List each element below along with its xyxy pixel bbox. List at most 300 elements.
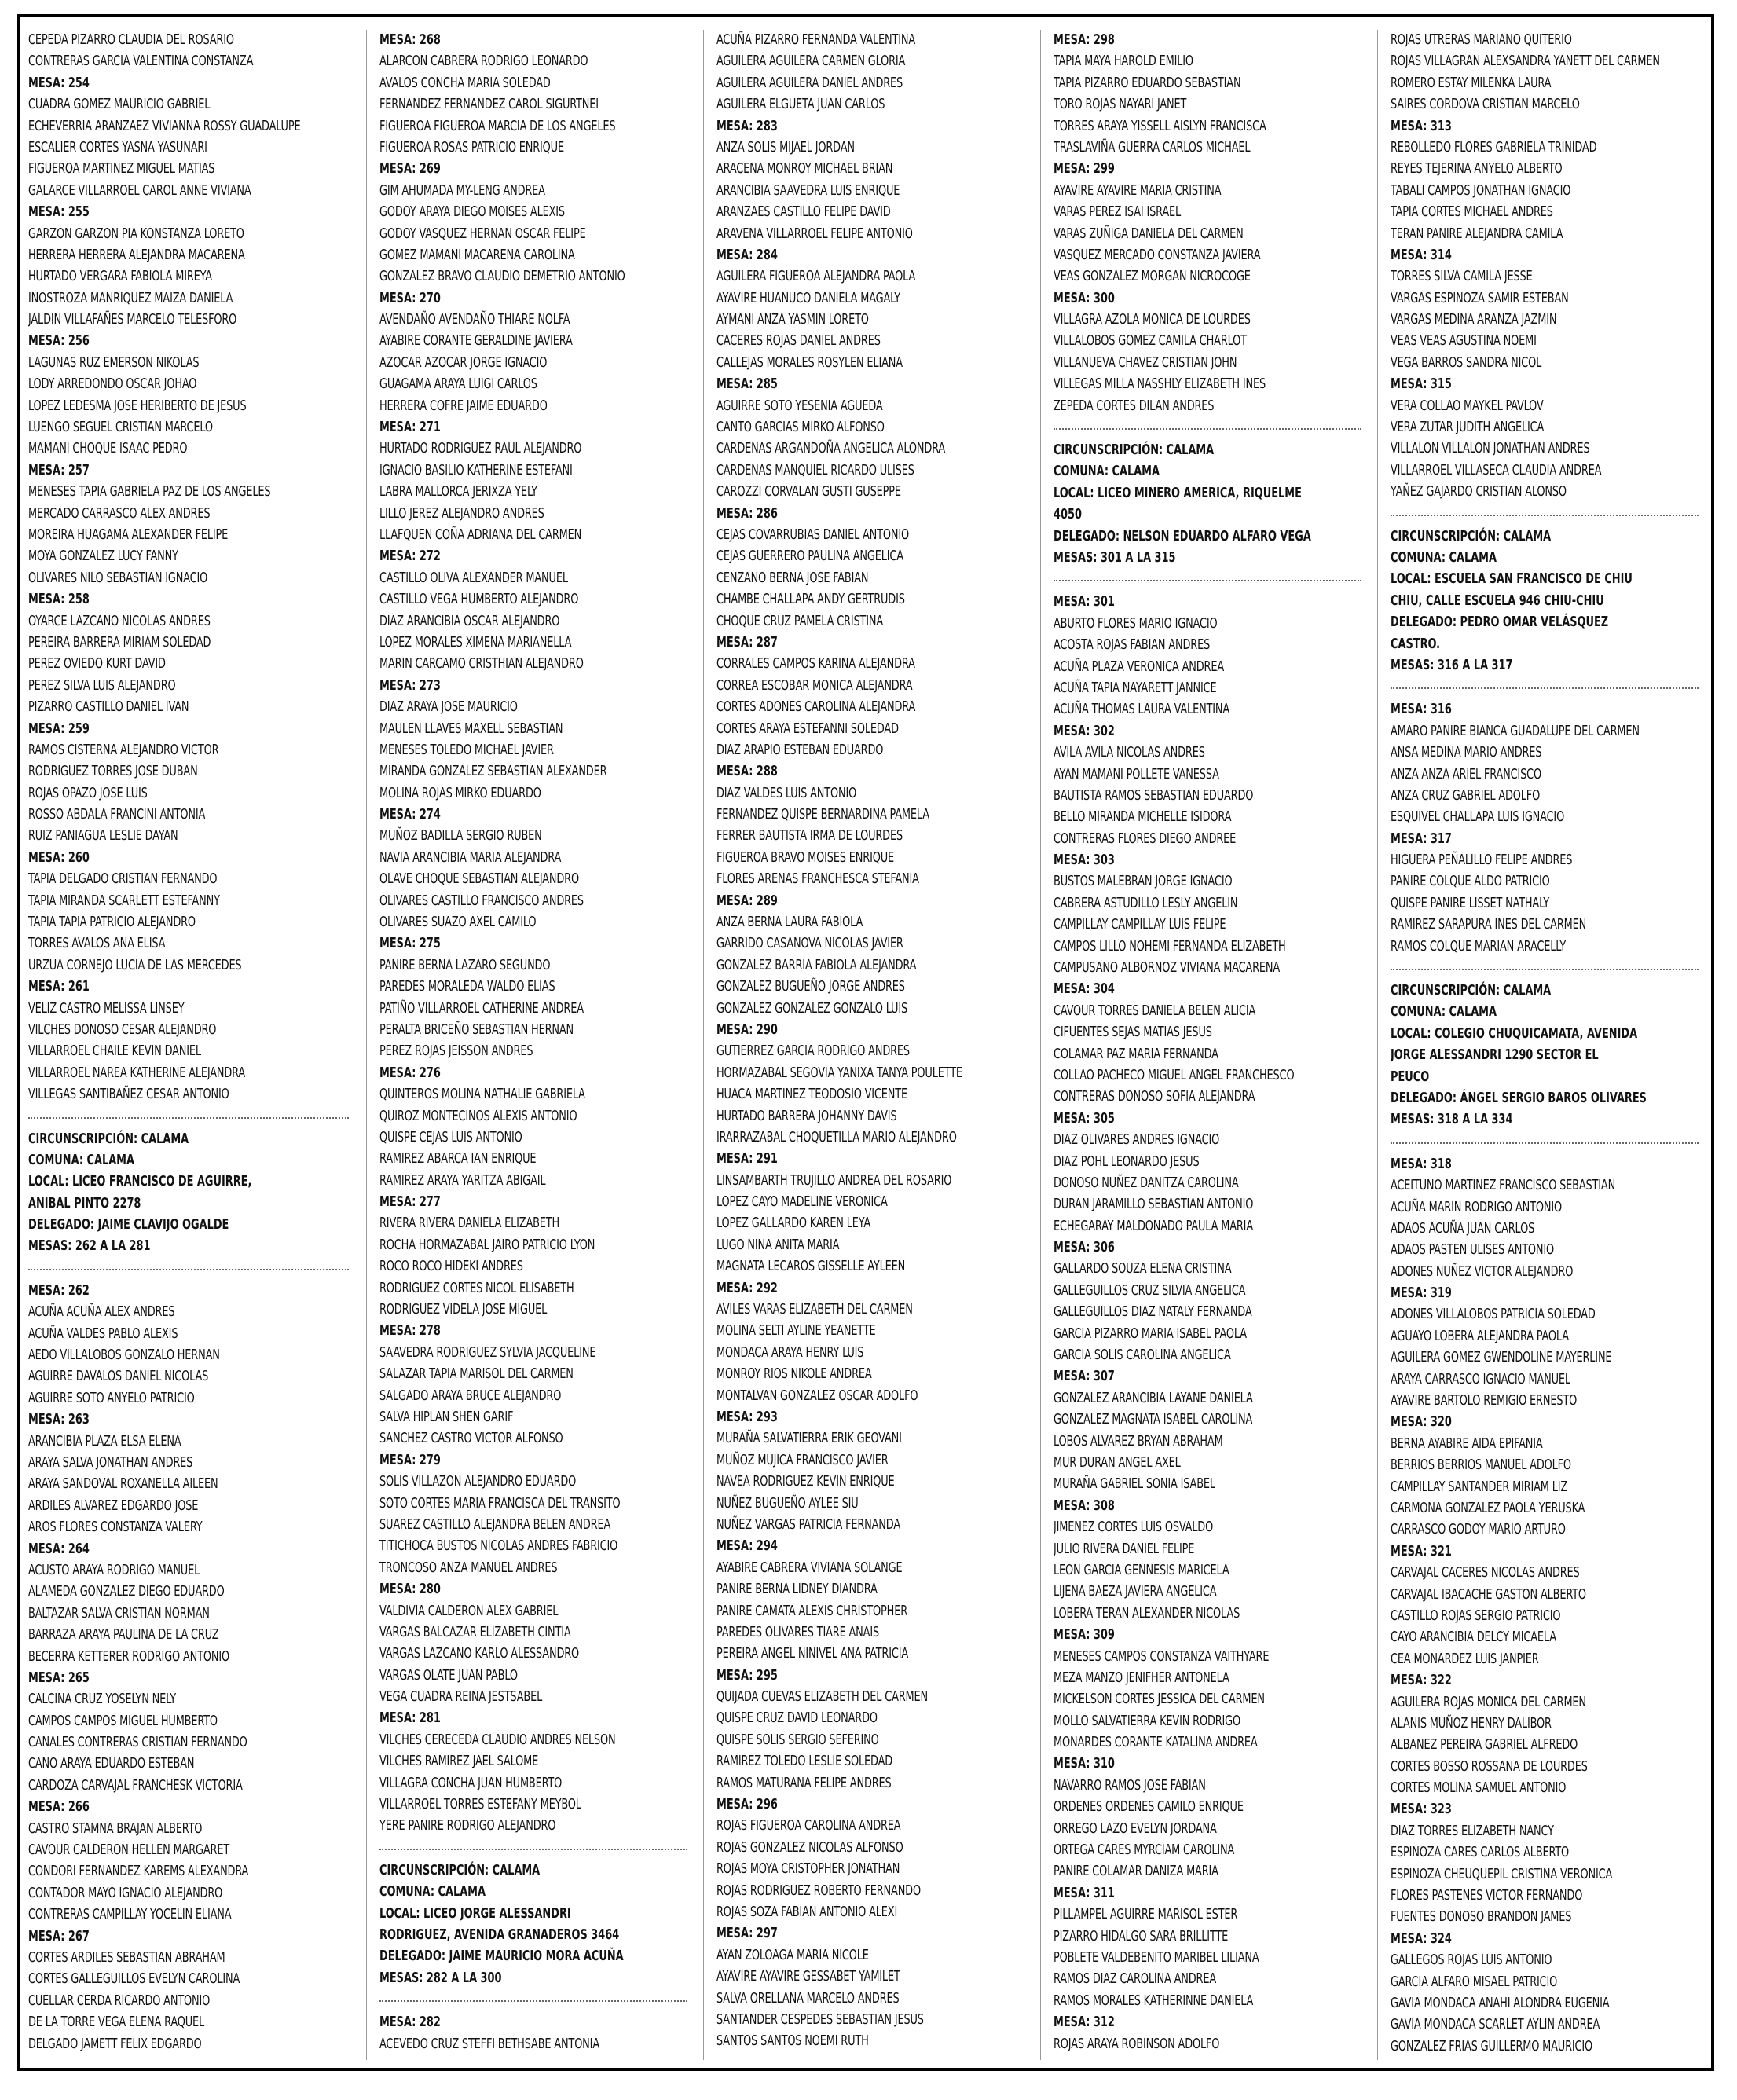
voter-name: NUÑEZ BUGUEÑO AYLEE SIU (716, 1495, 859, 1512)
voter-name: ARAYA CARRASCO IGNACIO MANUEL (1391, 1371, 1570, 1387)
voter-name: CORTES ARAYA ESTEFANNI SOLEDAD (716, 720, 899, 737)
mesa-heading: MESA: 271 (379, 420, 441, 436)
voter-name: ANZA ANZA ARIEL FRANCISCO (1391, 766, 1541, 782)
voter-name: CARMONA GONZALEZ PAOLA YERUSKA (1391, 1501, 1585, 1516)
voter-name: OLAVE CHOQUE SEBASTIAN ALEJANDRO (379, 871, 579, 888)
voter-name: GONZALEZ MAGNATA ISABEL CAROLINA (1054, 1412, 1253, 1428)
voter-name: AGUIRRE SOTO ANYELO PATRICIO (28, 1390, 195, 1406)
voter-name: ARANCIBIA SAAVEDRA LUIS ENRIQUE (716, 182, 900, 199)
voter-name: GALLEGUILLOS DIAZ NATALY FERNANDA (1054, 1304, 1252, 1321)
voter-name: GAVIA MONDACA ANAHI ALONDRA EUGENIA (1391, 1995, 1610, 2011)
voter-name: NAVIA ARANCIBIA MARIA ALEJANDRA (379, 849, 562, 866)
voter-name: COLLAO PACHECO MIGUEL ANGEL FRANCHESCO (1054, 1067, 1295, 1083)
voter-name: GODOY ARAYA DIEGO MOISES ALEXIS (379, 204, 565, 221)
mesa-heading: MESA: 288 (716, 764, 778, 780)
voter-name: VARAS ZUÑIGA DANIELA DEL CARMEN (1054, 225, 1244, 242)
voter-name: DIAZ OLIVARES ANDRES IGNACIO (1054, 1132, 1220, 1149)
voter-name: ROJAS UTRERAS MARIANO QUITERIO (1391, 32, 1572, 48)
mesa-heading: MESA: 317 (1391, 830, 1452, 847)
mesa-heading: MESA: 308 (1054, 1497, 1115, 1514)
section-divider (1391, 1131, 1699, 1144)
local-header-line: CIRCUNSCRIPCIÓN: CALAMA (1391, 983, 1552, 999)
voter-name: ROCO ROCO HIDEKI ANDRES (379, 1259, 523, 1275)
voter-name: SAIRES CORDOVA CRISTIAN MARCELO (1391, 97, 1580, 113)
voter-name: CUELLAR CERDA RICARDO ANTONIO (28, 1992, 211, 2009)
voter-name: AYAVIRE BARTOLO REMIGIO ERNESTO (1391, 1393, 1578, 1409)
mesa-heading: MESA: 275 (379, 936, 441, 952)
voter-name: ARANCIBIA PLAZA ELSA ELENA (28, 1433, 181, 1449)
voter-name: LOPEZ CAYO MADELINE VERONICA (716, 1194, 888, 1211)
voter-name: ORDENES ORDENES CAMILO ENRIQUE (1054, 1799, 1244, 1816)
voter-name: LOPEZ GALLARDO KAREN LEYA (716, 1215, 871, 1232)
voter-name: VILLANUEVA CHAVEZ CRISTIAN JOHN (1054, 354, 1237, 371)
mesa-heading: MESA: 310 (1054, 1756, 1115, 1772)
voter-name: TAPIA MAYA HAROLD EMILIO (1054, 53, 1193, 70)
voter-name: LUENGO SEGUEL CRISTIAN MARCELO (28, 420, 213, 436)
section-divider (379, 1989, 687, 2002)
mesa-heading: MESA: 287 (716, 634, 778, 651)
mesa-heading: MESA: 309 (1054, 1627, 1115, 1644)
voter-name: AVILA AVILA NICOLAS ANDRES (1054, 745, 1205, 761)
voter-name: MONDACA ARAYA HENRY LUIS (716, 1344, 864, 1361)
voter-name: CORTES MOLINA SAMUEL ANTONIO (1391, 1780, 1567, 1797)
voter-name: ROSSO ABDALA FRANCINI ANTONIA (28, 807, 206, 823)
voter-name: VALDIVIA CALDERON ALEX GABRIEL (379, 1603, 559, 1619)
voter-name: NAVARRO RAMOS JOSE FABIAN (1054, 1777, 1206, 1794)
local-header-line: LOCAL: LICEO MINERO AMERICA, RIQUELME (1054, 485, 1302, 501)
voter-name: LOBERA TERAN ALEXANDER NICOLAS (1054, 1605, 1240, 1622)
voter-name: AYABIRE CABRERA VIVIANA SOLANGE (716, 1559, 903, 1576)
voter-name: MOLLO SALVATIERRA KEVIN RODRIGO (1054, 1713, 1241, 1729)
local-header-line: RODRIGUEZ, AVENIDA GRANADEROS 3464 (379, 1926, 620, 1943)
voter-name: AMARO PANIRE BIANCA GUADALUPE DEL CARMEN (1391, 723, 1640, 739)
mesa-heading: MESA: 282 (379, 2014, 441, 2031)
voter-name: FLORES ARENAS FRANCHESCA STEFANIA (716, 871, 919, 888)
voter-name: SALAZAR TAPIA MARISOL DEL CARMEN (379, 1366, 574, 1383)
voter-name: ALAMEDA GONZALEZ DIEGO EDUARDO (28, 1584, 225, 1600)
voter-name: CANTO GARCIAS MIRKO ALFONSO (716, 420, 885, 436)
mesa-heading: MESA: 263 (28, 1412, 90, 1428)
voter-name: TABALI CAMPOS JONATHAN IGNACIO (1391, 182, 1571, 199)
voter-name: JULIO RIVERA DANIEL FELIPE (1054, 1541, 1195, 1557)
local-header-line: LOCAL: LICEO JORGE ALESSANDRI (379, 1905, 571, 1922)
mesa-heading: MESA: 268 (379, 32, 441, 48)
voter-name: DE LA TORRE VEGA ELENA RAQUEL (28, 2014, 205, 2031)
mesa-heading: MESA: 272 (379, 548, 441, 565)
voter-name: GODOY VASQUEZ HERNAN OSCAR FELIPE (379, 225, 586, 242)
mesa-heading: MESA: 313 (1391, 118, 1452, 134)
voter-name: BERNA AYABIRE AIDA EPIFANIA (1391, 1435, 1543, 1452)
voter-name: PIZARRO HIDALGO SARA BRILLITTE (1054, 1928, 1229, 1944)
voter-name: CASTILLO VEGA HUMBERTO ALEJANDRO (379, 592, 579, 608)
mesa-heading: MESA: 270 (379, 290, 441, 306)
voter-name: CORTES ARDILES SEBASTIAN ABRAHAM (28, 1949, 225, 1966)
voter-name: VILLALOBOS GOMEZ CAMILA CHARLOT (1054, 333, 1247, 350)
voter-name: MUÑOZ BADILLA SERGIO RUBEN (379, 828, 542, 845)
section-divider (1391, 958, 1699, 970)
mesa-heading: MESA: 267 (28, 1928, 90, 1944)
voter-name: DIAZ ARAYA JOSE MAURICIO (379, 699, 518, 716)
voter-name: LIJENA BAEZA JAVIERA ANGELICA (1054, 1584, 1217, 1600)
voter-name: PANIRE BERNA LIDNEY DIANDRA (716, 1581, 878, 1598)
section-divider (28, 1106, 349, 1119)
voter-name: SANTOS SANTOS NOEMI RUTH (716, 2033, 869, 2050)
voter-name: CAMPOS CAMPOS MIGUEL HUMBERTO (28, 1713, 218, 1729)
voter-name: PEREIRA BARRERA MIRIAM SOLEDAD (28, 634, 211, 651)
mesa-heading: MESA: 302 (1054, 723, 1115, 739)
voter-name: VEGA BARROS SANDRA NICOL (1391, 354, 1542, 371)
voter-name: DIAZ POHL LEONARDO JESUS (1054, 1153, 1200, 1170)
voter-name: REYES TEJERINA ANYELO ALBERTO (1391, 161, 1563, 178)
voter-name: DONOSO NUÑEZ DANITZA CAROLINA (1054, 1175, 1239, 1191)
voter-name: RIVERA RIVERA DANIELA ELIZABETH (379, 1215, 560, 1232)
voter-name: ANZA SOLIS MIJAEL JORDAN (716, 139, 855, 156)
voter-name: AYAN MAMANI POLLETE VANESSA (1054, 766, 1219, 782)
voter-name: ROJAS FIGUEROA CAROLINA ANDREA (716, 1818, 901, 1834)
voter-name: TAPIA TAPIA PATRICIO ALEJANDRO (28, 914, 196, 931)
voter-name: PATIÑO VILLARROEL CATHERINE ANDREA (379, 1000, 584, 1017)
voter-name: TAPIA MIRANDA SCARLETT ESTEFANNY (28, 892, 220, 909)
voter-name: MAULEN LLAVES MAXELL SEBASTIAN (379, 720, 563, 737)
mesa-heading: MESA: 307 (1054, 1369, 1115, 1385)
voter-name: ABURTO FLORES MARIO IGNACIO (1054, 615, 1218, 632)
voter-name: AGUILERA ELGUETA JUAN CARLOS (716, 97, 885, 113)
voter-name: FIGUEROA MARTINEZ MIGUEL MATIAS (28, 161, 215, 178)
voter-name: ACUÑA MARIN RODRIGO ANTONIO (1391, 1199, 1562, 1215)
voter-name: GAVIA MONDACA SCARLET AYLIN ANDREA (1391, 2017, 1600, 2033)
column-3 (703, 30, 1024, 2060)
voter-name: TORO ROJAS NAYARI JANET (1054, 97, 1187, 113)
voter-name: ROJAS MOYA CRISTOPHER JONATHAN (716, 1861, 900, 1878)
voter-name: SAAVEDRA RODRIGUEZ SYLVIA JACQUELINE (379, 1344, 596, 1361)
voter-name: BUSTOS MALEBRAN JORGE IGNACIO (1054, 874, 1233, 890)
voter-name: CAMPUSANO ALBORNOZ VIVIANA MACARENA (1054, 960, 1281, 977)
voter-name: VEAS VEAS AGUSTINA NOEMI (1391, 333, 1537, 350)
mesa-heading: MESA: 262 (28, 1282, 90, 1299)
voter-name: CEA MONARDEZ LUIS JANPIER (1391, 1651, 1539, 1667)
voter-name: TAPIA PIZARRO EDUARDO SEBASTIAN (1054, 75, 1241, 91)
voter-name: FLORES PASTENES VICTOR FERNANDO (1391, 1888, 1583, 1904)
voter-name: MOYA GONZALEZ LUCY FANNY (28, 548, 178, 565)
voter-name: CAVOUR TORRES DANIELA BELEN ALICIA (1054, 1002, 1256, 1019)
voter-name: ARACENA MONROY MICHAEL BRIAN (716, 161, 893, 178)
voter-name: CAVOUR CALDERON HELLEN MARGARET (28, 1842, 230, 1859)
voter-name: ESPINOZA CHEUQUEPIL CRISTINA VERONICA (1391, 1866, 1613, 1882)
voter-name: CASTILLO ROJAS SERGIO PATRICIO (1391, 1607, 1561, 1624)
voter-name: SALGADO ARAYA BRUCE ALEJANDRO (379, 1387, 562, 1404)
voter-name: CEJAS COVARRUBIAS DANIEL ANTONIO (716, 526, 910, 543)
voter-name: ECHEGARAY MALDONADO PAULA MARIA (1054, 1218, 1253, 1234)
mesa-heading: MESA: 292 (716, 1280, 778, 1296)
mesa-heading: MESA: 286 (716, 505, 778, 522)
local-header-line: MESAS: 262 A LA 281 (28, 1238, 151, 1255)
mesa-heading: MESA: 321 (1391, 1543, 1452, 1559)
voter-name: CONTRERAS DONOSO SOFIA ALEJANDRA (1054, 1089, 1255, 1105)
mesa-heading: MESA: 315 (1391, 376, 1452, 393)
voter-name: AYAVIRE HUANUCO DANIELA MAGALY (716, 290, 901, 306)
voter-name: RAMIREZ TOLEDO LESLIE SOLEDAD (716, 1754, 893, 1770)
voter-name: SUAREZ CASTILLO ALEJANDRA BELEN ANDREA (379, 1516, 611, 1533)
voter-name: MOREIRA HUAGAMA ALEXANDER FELIPE (28, 526, 229, 543)
voter-name: CAMPOS LILLO NOHEMI FERNANDA ELIZABETH (1054, 938, 1286, 955)
voter-name: MENESES TAPIA GABRIELA PAZ DE LOS ANGELES (28, 484, 271, 500)
voter-name: LILLO JEREZ ALEJANDRO ANDRES (379, 505, 544, 522)
voter-name: AVALOS CONCHA MARIA SOLEDAD (379, 75, 551, 91)
mesa-heading: MESA: 320 (1391, 1414, 1452, 1431)
voter-name: PEREZ SILVA LUIS ALEJANDRO (28, 677, 176, 694)
voter-name: MENESES TOLEDO MICHAEL JAVIER (379, 742, 554, 758)
voter-name: RAMOS MORALES KATHERINNE DANIELA (1054, 1992, 1254, 2009)
voter-name: RAMIREZ ARAYA YARITZA ABIGAIL (379, 1172, 546, 1189)
voter-name: VILLARROEL TORRES ESTEFANY MEYBOL (379, 1797, 581, 1813)
voter-name: ROJAS ARAYA ROBINSON ADOLFO (1054, 2036, 1220, 2052)
voter-name: QUISPE PANIRE LISSET NATHALY (1391, 895, 1549, 911)
voter-name: TAPIA CORTES MICHAEL ANDRES (1391, 204, 1553, 221)
voter-name: VERA COLLAO MAYKEL PAVLOV (1391, 398, 1544, 414)
local-header-line: CIRCUNSCRIPCIÓN: CALAMA (379, 1862, 541, 1878)
voter-name: LUGO NINA ANITA MARIA (716, 1237, 840, 1253)
voter-name: VILLEGAS SANTIBAÑEZ CESAR ANTONIO (28, 1087, 229, 1103)
voter-name: VILLALON VILLALON JONATHAN ANDRES (1391, 441, 1590, 457)
mesa-heading: MESA: 296 (716, 1797, 778, 1813)
mesa-heading: MESA: 312 (1054, 2014, 1115, 2031)
voter-name: ROMERO ESTAY MILENKA LAURA (1391, 75, 1552, 91)
mesa-heading: MESA: 304 (1054, 981, 1115, 998)
voter-name: IGNACIO BASILIO KATHERINE ESTEFANI (379, 462, 573, 478)
voter-name: FIGUEROA FIGUEROA MARCIA DE LOS ANGELES (379, 118, 616, 134)
mesa-heading: MESA: 257 (28, 462, 90, 478)
voter-name: CARDOZA CARVAJAL FRANCHESK VICTORIA (28, 1777, 243, 1794)
voter-name: CARVAJAL IBACACHE GASTON ALBERTO (1391, 1586, 1586, 1603)
voter-name: FERRER BAUTISTA IRMA DE LOURDES (716, 828, 903, 845)
mesa-heading: MESA: 291 (716, 1151, 778, 1167)
voter-name: AGUIRRE DAVALOS DANIEL NICOLAS (28, 1369, 209, 1385)
mesa-heading: MESA: 300 (1054, 290, 1115, 306)
local-header-line: DELEGADO: JAIME CLAVIJO OGALDE (28, 1217, 229, 1233)
voter-name: GOMEZ MAMANI MACARENA CAROLINA (379, 247, 575, 263)
voter-name: VERA ZUTAR JUDITH ANGELICA (1391, 420, 1545, 436)
voter-name: VASQUEZ MERCADO CONSTANZA JAVIERA (1054, 247, 1261, 263)
voter-name: ACEITUNO MARTINEZ FRANCISCO SEBASTIAN (1391, 1178, 1616, 1194)
voter-name: MONARDES CORANTE KATALINA ANDREA (1054, 1735, 1258, 1751)
local-header-line: CIRCUNSCRIPCIÓN: CALAMA (1391, 528, 1552, 544)
voter-name: MONTALVAN GONZALEZ OSCAR ADOLFO (716, 1387, 918, 1404)
voter-name: NAVEA RODRIGUEZ KEVIN ENRIQUE (716, 1474, 895, 1490)
voter-name: DIAZ TORRES ELIZABETH NANCY (1391, 1823, 1554, 1839)
voter-name: AGUIRRE SOTO YESENIA AGUEDA (716, 398, 883, 414)
voter-name: VILCHES CERECEDA CLAUDIO ANDRES NELSON (379, 1732, 616, 1748)
voter-name: PAREDES OLIVARES TIARE ANAIS (716, 1624, 879, 1640)
voter-name: ORREGO LAZO EVELYN JORDANA (1054, 1820, 1217, 1837)
voter-name: HERRERA HERRERA ALEJANDRA MACARENA (28, 247, 245, 263)
voter-name: GALARCE VILLARROEL CAROL ANNE VIVIANA (28, 182, 251, 199)
voter-name: CONTRERAS CAMPILLAY YOCELIN ELIANA (28, 1907, 232, 1923)
voter-name: HURTADO RODRIGUEZ RAUL ALEJANDRO (379, 441, 582, 457)
mesa-heading: MESA: 276 (379, 1065, 441, 1081)
voter-name: PEREZ ROJAS JEISSON ANDRES (379, 1043, 533, 1060)
voter-name: DIAZ VALDES LUIS ANTONIO (716, 785, 857, 801)
voter-name: VELIZ CASTRO MELISSA LINSEY (28, 1000, 185, 1017)
voter-name: CAROZZI CORVALAN GUSTI GUSEPPE (716, 484, 901, 500)
voter-name: ALBANEZ PEREIRA GABRIEL ALFREDO (1391, 1737, 1578, 1754)
voter-name: ANSA MEDINA MARIO ANDRES (1391, 745, 1542, 761)
voter-name: CABRERA ASTUDILLO LESLY ANGELIN (1054, 895, 1238, 911)
voter-name: QUIJADA CUEVAS ELIZABETH DEL CARMEN (716, 1689, 929, 1706)
local-header-line: ANIBAL PINTO 2278 (28, 1195, 141, 1211)
voter-name: VILLAGRA AZOLA MONICA DE LOURDES (1054, 312, 1251, 328)
voter-name: VARGAS ESPINOZA SAMIR ESTEBAN (1391, 290, 1569, 306)
voter-name: AROS FLORES CONSTANZA VALERY (28, 1519, 203, 1536)
section-divider (1054, 569, 1361, 581)
local-header-line: CHIU, CALLE ESCUELA 946 CHIU-CHIU (1391, 592, 1604, 609)
mesa-heading: MESA: 295 (716, 1667, 778, 1684)
voter-name: AGUILERA FIGUEROA ALEJANDRA PAOLA (716, 269, 916, 285)
voter-name: DIAZ ARANCIBIA OSCAR ALEJANDRO (379, 613, 560, 629)
mesa-heading: MESA: 293 (716, 1409, 778, 1425)
voter-name: IRARRAZABAL CHOQUETILLA MARIO ALEJANDRO (716, 1129, 957, 1145)
mesa-heading: MESA: 324 (1391, 1930, 1452, 1947)
voter-name: RAMOS COLQUE MARIAN ARACELLY (1391, 938, 1567, 955)
voter-name: TORRES ARAYA YISSELL AISLYN FRANCISCA (1054, 118, 1266, 134)
voter-name: BALTAZAR SALVA CRISTIAN NORMAN (28, 1605, 210, 1622)
voter-name: ARDILES ALVAREZ EDGARDO JOSE (28, 1497, 199, 1514)
voter-name: TITICHOCA BUSTOS NICOLAS ANDRES FABRICIO (379, 1538, 618, 1555)
voter-name: RAMOS MATURANA FELIPE ANDRES (716, 1775, 892, 1791)
voter-name: QUIROZ MONTECINOS ALEXIS ANTONIO (379, 1108, 577, 1124)
mesa-heading: MESA: 303 (1054, 852, 1115, 869)
voter-name: CAMPILLAY CAMPILLAY LUIS FELIPE (1054, 917, 1226, 933)
local-header-line: LOCAL: LICEO FRANCISCO DE AGUIRRE, (28, 1174, 252, 1190)
voter-name: OYARCE LAZCANO NICOLAS ANDRES (28, 613, 211, 629)
voter-name: CALCINA CRUZ YOSELYN NELY (28, 1691, 176, 1708)
voter-name: AVILES VARAS ELIZABETH DEL CARMEN (716, 1302, 913, 1318)
voter-name: TAPIA DELGADO CRISTIAN FERNANDO (28, 871, 218, 888)
voter-name: ARAVENA VILLARROEL FELIPE ANTONIO (716, 225, 913, 242)
voter-name: PANIRE COLQUE ALDO PATRICIO (1391, 874, 1550, 890)
voter-name: CEJAS GUERRERO PAULINA ANGELICA (716, 548, 903, 565)
voter-name: FUENTES DONOSO BRANDON JAMES (1391, 1909, 1572, 1926)
voter-name: QUISPE CRUZ DAVID LEONARDO (716, 1710, 878, 1727)
local-header-line: JORGE ALESSANDRI 1290 SECTOR EL (1391, 1047, 1599, 1064)
mesa-heading: MESA: 259 (28, 720, 90, 737)
mesa-heading: MESA: 283 (716, 118, 778, 134)
voter-name: CORREA ESCOBAR MONICA ALEJANDRA (716, 677, 913, 694)
local-header-line: LOCAL: COLEGIO CHUQUICAMATA, AVENIDA (1391, 1025, 1638, 1042)
voter-name: VILLARROEL CHAILE KEVIN DANIEL (28, 1043, 201, 1060)
section-divider (1391, 504, 1699, 516)
voter-name: SANCHEZ CASTRO VICTOR ALFONSO (379, 1431, 563, 1447)
mesa-heading: MESA: 279 (379, 1452, 441, 1468)
voter-name: ORTEGA CARES MYRCIAM CAROLINA (1054, 1842, 1235, 1859)
voter-name: HURTADO VERGARA FABIOLA MIREYA (28, 269, 212, 285)
local-header-line: COMUNA: CALAMA (1054, 464, 1160, 480)
voter-name: QUINTEROS MOLINA NATHALIE GABRIELA (379, 1087, 585, 1103)
mesa-heading: MESA: 305 (1054, 1110, 1115, 1127)
voter-name: TRASLAVIÑA GUERRA CARLOS MICHAEL (1054, 139, 1251, 156)
voter-name: CANALES CONTRERAS CRISTIAN FERNANDO (28, 1735, 247, 1751)
voter-name: ESQUIVEL CHALLAPA LUIS IGNACIO (1391, 809, 1565, 826)
voter-name: AGUAYO LOBERA ALEJANDRA PAOLA (1391, 1328, 1569, 1344)
voter-name: ANZA CRUZ GABRIEL ADOLFO (1391, 787, 1541, 804)
voter-name: CENZANO BERNA JOSE FABIAN (716, 570, 869, 586)
voter-name: FIGUEROA ROSAS PATRICIO ENRIQUE (379, 139, 564, 156)
voter-name: BAUTISTA RAMOS SEBASTIAN EDUARDO (1054, 787, 1254, 804)
voter-name: BARRAZA ARAYA PAULINA DE LA CRUZ (28, 1627, 219, 1644)
voter-name: GONZALEZ BARRIA FABIOLA ALEJANDRA (716, 957, 917, 973)
voter-name: LOPEZ LEDESMA JOSE HERIBERTO DE JESUS (28, 398, 247, 414)
voter-name: RODRIGUEZ CORTES NICOL ELISABETH (379, 1280, 574, 1296)
local-header-line: CIRCUNSCRIPCIÓN: CALAMA (1054, 442, 1215, 459)
mesa-heading: MESA: 255 (28, 204, 90, 221)
voter-name: YERE PANIRE RODRIGO ALEJANDRO (379, 1818, 556, 1834)
voter-name: TORRES AVALOS ANA ELISA (28, 936, 166, 952)
voter-name: MARIN CARCAMO CRISTHIAN ALEJANDRO (379, 656, 584, 673)
voter-name: OLIVARES CASTILLO FRANCISCO ANDRES (379, 892, 584, 909)
voter-name: RAMIREZ SARAPURA INES DEL CARMEN (1391, 917, 1587, 933)
voter-name: VILLARROEL VILLASECA CLAUDIA ANDREA (1391, 462, 1602, 478)
voter-name: BERRIOS BERRIOS MANUEL ADOLFO (1391, 1457, 1571, 1474)
voter-name: ADONES VILLALOBOS PATRICIA SOLEDAD (1391, 1307, 1596, 1323)
voter-name: CONTADOR MAYO IGNACIO ALEJANDRO (28, 1885, 223, 1901)
document-page (17, 14, 1714, 2071)
mesa-heading: MESA: 264 (28, 1541, 90, 1557)
voter-name: VEGA CUADRA REINA JESTSABEL (379, 1689, 543, 1706)
voter-name: SALVA HIPLAN SHEN GARIF (379, 1409, 514, 1425)
local-header-line: DELEGADO: JAIME MAURICIO MORA ACUÑA (379, 1948, 624, 1965)
voter-name: SOLIS VILLAZON ALEJANDRO EDUARDO (379, 1474, 577, 1490)
voter-name: ESPINOZA CARES CARLOS ALBERTO (1391, 1845, 1569, 1861)
voter-name: CHAMBE CHALLAPA ANDY GERTRUDIS (716, 592, 905, 608)
voter-name: ACEVEDO CRUZ STEFFI BETHSABE ANTONIA (379, 2036, 599, 2052)
voter-name: GARCIA ALFARO MISAEL PATRICIO (1391, 1974, 1558, 1990)
local-header-line: COMUNA: CALAMA (1391, 549, 1497, 566)
voter-name: AYAVIRE AYAVIRE GESSABET YAMILET (716, 1969, 900, 1985)
voter-name: CAYO ARANCIBIA DELCY MICAELA (1391, 1629, 1556, 1646)
voter-name: MENESES CAMPOS CONSTANZA VAITHYARE (1054, 1648, 1270, 1665)
voter-name: GARRIDO CASANOVA NICOLAS JAVIER (716, 936, 903, 952)
voter-name: LABRA MALLORCA JERIXZA YELY (379, 484, 537, 500)
column-1 (28, 30, 349, 2060)
mesa-heading: MESA: 254 (28, 75, 90, 91)
voter-name: FERNANDEZ FERNANDEZ CAROL SIGURTNEI (379, 97, 599, 113)
voter-name: AGUILERA AGUILERA DANIEL ANDRES (716, 75, 903, 91)
voter-name: DURAN JARAMILLO SEBASTIAN ANTONIO (1054, 1197, 1254, 1213)
voter-name: JIMENEZ CORTES LUIS OSVALDO (1054, 1519, 1214, 1536)
voter-name: QUISPE SOLIS SERGIO SEFERINO (716, 1732, 879, 1748)
mesa-heading: MESA: 278 (379, 1323, 441, 1340)
voter-name: INOSTROZA MANRIQUEZ MAIZA DANIELA (28, 290, 233, 306)
voter-name: CARDENAS ARGANDOÑA ANGELICA ALONDRA (716, 441, 945, 457)
voter-name: MAMANI CHOQUE ISAAC PEDRO (28, 441, 188, 457)
mesa-heading: MESA: 256 (28, 333, 90, 350)
voter-name: VILLEGAS MILLA NASSHLY ELIZABETH INES (1054, 376, 1266, 393)
voter-name: ACUÑA THOMAS LAURA VALENTINA (1054, 702, 1230, 718)
column-5 (1377, 30, 1699, 2060)
voter-name: LAGUNAS RUZ EMERSON NIKOLAS (28, 354, 200, 371)
voter-name: ARAYA SANDOVAL ROXANELLA AILEEN (28, 1476, 218, 1493)
voter-name: HURTADO BARRERA JOHANNY DAVIS (716, 1108, 897, 1124)
voter-name: GONZALEZ BUGUEÑO JORGE ANDRES (716, 979, 905, 995)
voter-name: ZEPEDA CORTES DILAN ANDRES (1054, 398, 1215, 414)
voter-name: AVENDAÑO AVENDAÑO THIARE NOLFA (379, 312, 570, 328)
voter-name: HUACA MARTINEZ TEODOSIO VICENTE (716, 1087, 908, 1103)
voter-name: TERAN PANIRE ALEJANDRA CAMILA (1391, 225, 1563, 242)
section-divider (1054, 417, 1361, 430)
local-header-line: LOCAL: ESCUELA SAN FRANCISCO DE CHIU (1391, 571, 1633, 588)
voter-name: ACOSTA ROJAS FABIAN ANDRES (1054, 637, 1211, 654)
voter-name: MIRANDA GONZALEZ SEBASTIAN ALEXANDER (379, 764, 607, 780)
voter-name: ACUÑA VALDES PABLO ALEXIS (28, 1325, 178, 1342)
